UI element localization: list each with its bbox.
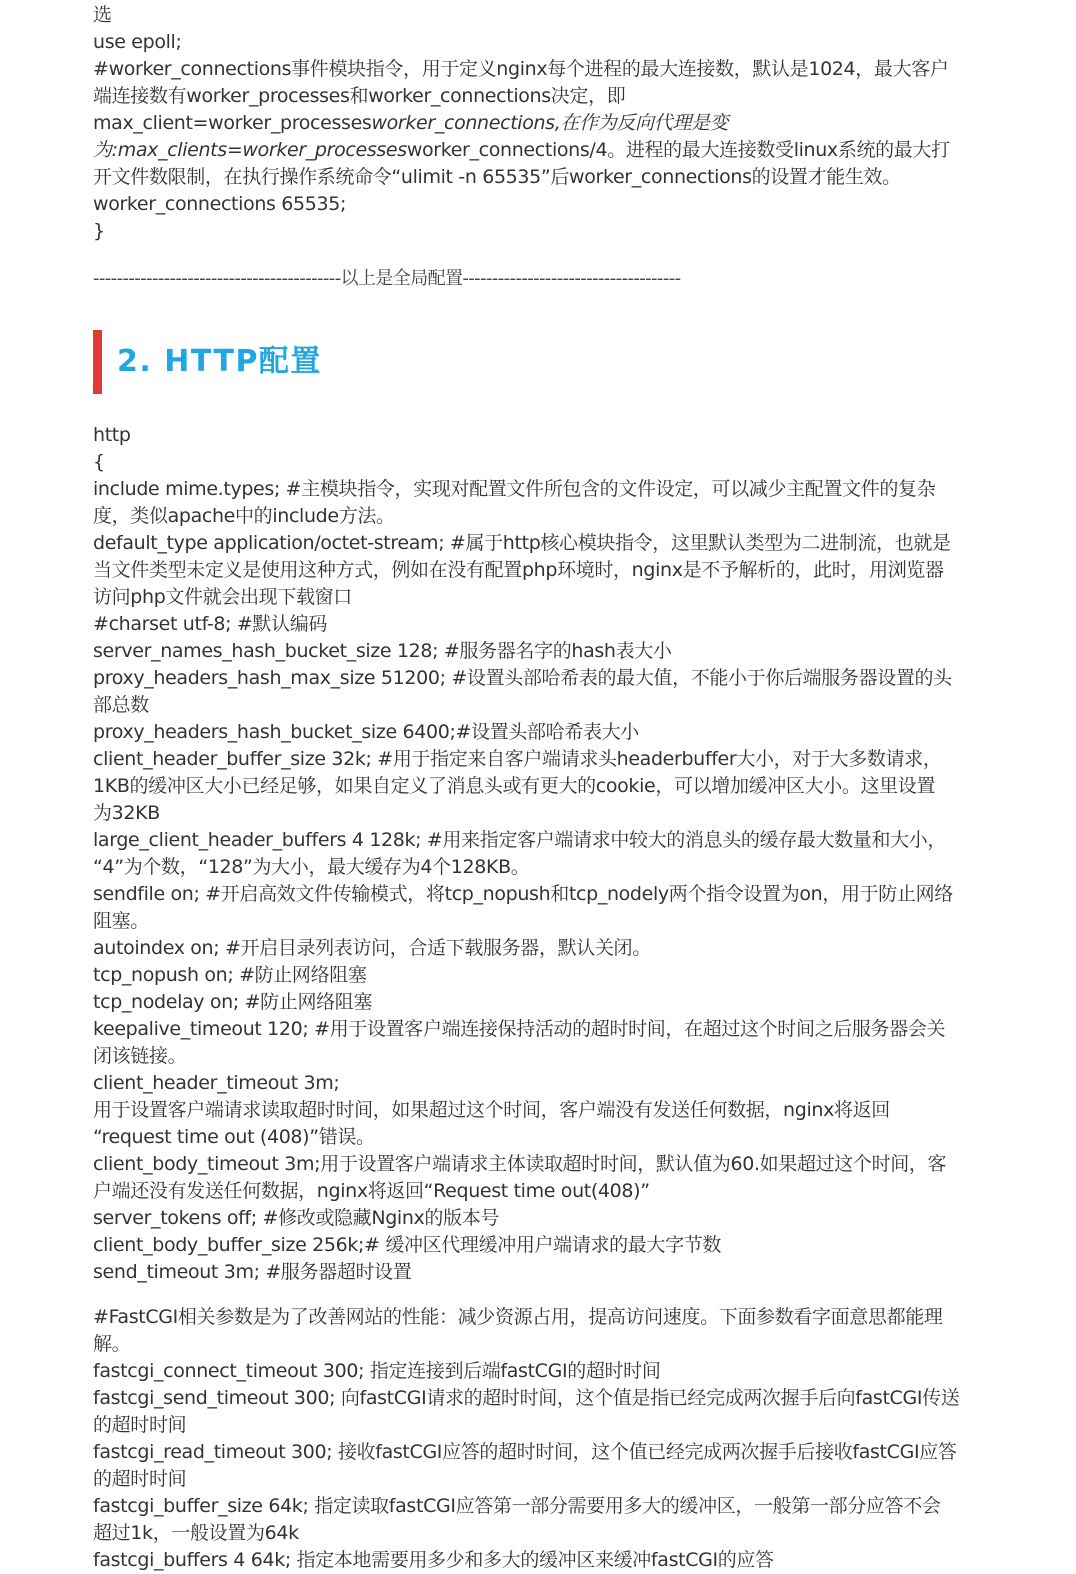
document-page — [93, 0, 993, 1574]
text-line: 开文件数限制，在执行操作系统命令“ulimit -n 65535”后worker_connections的设置才能生效。 — [93, 166, 901, 188]
text-line: server_names_hash_bucket_size 128; #服务器名字的hash表大小 — [93, 640, 672, 662]
formula-italic-text: 为:max_clients=worker_processes — [93, 139, 407, 161]
text-line: default_type application/octet-stream; #属于http核心模块指令，这里默认类型为二进制流，也就是 — [93, 532, 951, 554]
text-line: 端连接数有worker_processes和worker_connections决定，即 — [93, 85, 626, 107]
formula-line — [93, 110, 993, 137]
text-line: large_client_header_buffers 4 128k; #用来指定客户端请求中较大的消息头的缓存最大数量和大小， — [93, 829, 947, 851]
section-heading — [93, 330, 993, 394]
text-line: 闭该链接。 — [93, 1045, 187, 1067]
text-line: 部总数 — [93, 694, 149, 716]
text-line: keepalive_timeout 120; #用于设置客户端连接保持活动的超时时间，在超过这个时间之后服务器会关 — [93, 1018, 946, 1040]
text-line: 选 — [93, 4, 112, 26]
heading-accent-bar — [93, 330, 102, 394]
section-separator: ------------------------------------------以上是全局配置------------------------------------- — [93, 268, 681, 289]
text-line: worker_connections 65535; — [93, 193, 347, 215]
http-config-block — [93, 422, 993, 1286]
text-line: 超过1k，一般设置为64k — [93, 1522, 299, 1544]
text-line: send_timeout 3m; #服务器超时设置 — [93, 1261, 412, 1283]
text-line: tcp_nopush on; #防止网络阻塞 — [93, 964, 367, 986]
text-line: 当文件类型未定义是使用这种方式，例如在没有配置php环境时，nginx是不予解析的，此时，用浏览器 — [93, 559, 944, 581]
text-line: fastcgi_send_timeout 300; 向fastCGI请求的超时时间，这个值是指已经完成两次握手后向fastCGI传送 — [93, 1387, 960, 1409]
text-line: fastcgi_buffer_size 64k; 指定读取fastCGI应答第一部分需要用多大的缓冲区，一般第一部分应答不会 — [93, 1495, 941, 1517]
fastcgi-config-block — [93, 1304, 993, 1574]
text-line: #charset utf-8; #默认编码 — [93, 613, 328, 635]
text-line: proxy_headers_hash_bucket_size 6400;#设置头部哈希表大小 — [93, 721, 639, 743]
text-line: #FastCGI相关参数是为了改善网站的性能：减少资源占用，提高访问速度。下面参数看字面意思都能理 — [93, 1306, 943, 1328]
text-line: fastcgi_connect_timeout 300; 指定连接到后端fastCGI的超时时间 — [93, 1360, 661, 1382]
formula-text: worker_connections/4。进程的最大连接数受linux系统的最大打 — [406, 139, 950, 161]
text-line: 的超时时间 — [93, 1414, 187, 1436]
text-line: fastcgi_buffers 4 64k; 指定本地需要用多少和多大的缓冲区来缓冲fastCGI的应答 — [93, 1549, 774, 1571]
formula-text: max_client=worker_processes — [93, 112, 372, 134]
text-line: client_body_buffer_size 256k;# 缓冲区代理缓冲用户端请求的最大字节数 — [93, 1234, 722, 1256]
section-title: 2. HTTP配置 — [117, 344, 322, 379]
text-line: 1KB的缓冲区大小已经足够，如果自定义了消息头或有更大的cookie，可以增加缓冲区大小。这里设置 — [93, 775, 936, 797]
text-line: 为32KB — [93, 802, 160, 824]
text-line: 的超时时间 — [93, 1468, 187, 1490]
text-line: include mime.types; #主模块指令，实现对配置文件所包含的文件设定，可以减少主配置文件的复杂 — [93, 478, 936, 500]
text-line: 用于设置客户端请求读取超时时间，如果超过这个时间，客户端没有发送任何数据，nginx将返回 — [93, 1099, 890, 1121]
text-line: client_body_timeout 3m;用于设置客户端请求主体读取超时时间，默认值为60.如果超过这个时间，客 — [93, 1153, 947, 1175]
text-line: “request time out (408)”错误。 — [93, 1126, 375, 1148]
text-line: use epoll; — [93, 31, 182, 53]
text-line: } — [93, 220, 105, 242]
text-line: server_tokens off; #修改或隐藏Nginx的版本号 — [93, 1207, 500, 1229]
text-line: http — [93, 424, 131, 446]
text-line: client_header_buffer_size 32k; #用于指定来自客户端请求头headerbuffer大小，对于大多数请求， — [93, 748, 942, 770]
text-line: { — [93, 451, 105, 473]
text-line: autoindex on; #开启目录列表访问，合适下载服务器，默认关闭。 — [93, 937, 651, 959]
text-line: 度，类似apache中的include方法。 — [93, 505, 395, 527]
text-line: tcp_nodelay on; #防止网络阻塞 — [93, 991, 373, 1013]
text-line: “4”为个数，“128”为大小，最大缓存为4个128KB。 — [93, 856, 530, 878]
text-line: fastcgi_read_timeout 300; 接收fastCGI应答的超时时间，这个值已经完成两次握手后接收fastCGI应答 — [93, 1441, 957, 1463]
text-line: 阻塞。 — [93, 910, 149, 932]
text-line: proxy_headers_hash_max_size 51200; #设置头部哈希表的最大值，不能小于你后端服务器设置的头 — [93, 667, 952, 689]
text-line: sendfile on; #开启高效文件传输模式，将tcp_nopush和tcp_nodely两个指令设置为on，用于防止网络 — [93, 883, 953, 905]
text-line: client_header_timeout 3m; — [93, 1072, 340, 1094]
text-line: 户端还没有发送任何数据，nginx将返回“Request time out(408)” — [93, 1180, 650, 1202]
formula-line — [93, 137, 993, 164]
text-line: 访问php文件就会出现下载窗口 — [93, 586, 352, 608]
text-line: 解。 — [93, 1333, 131, 1355]
events-config-block — [93, 0, 993, 245]
formula-italic-text: worker_connections,在作为反向代理是变 — [371, 112, 729, 134]
text-line: #worker_connections事件模块指令，用于定义nginx每个进程的最大连接数，默认是1024，最大客户 — [93, 58, 949, 80]
